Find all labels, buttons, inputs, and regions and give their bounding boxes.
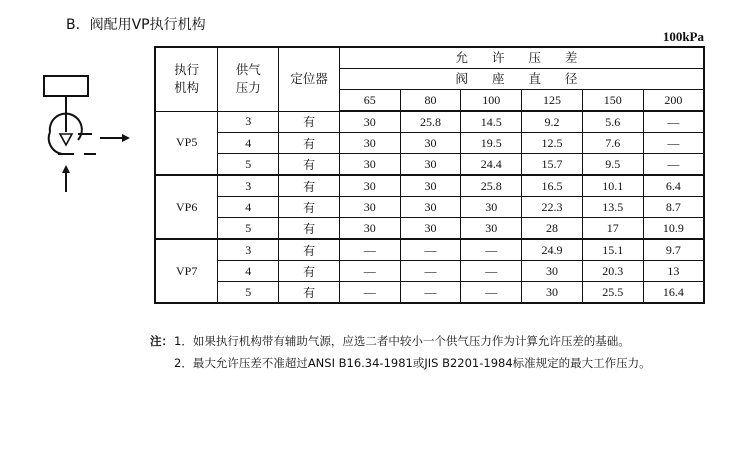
value-cell: 30 bbox=[339, 218, 400, 240]
diameter-80: 80 bbox=[400, 90, 461, 112]
value-cell: 30 bbox=[522, 261, 583, 282]
value-cell: 25.5 bbox=[582, 282, 643, 304]
value-cell: 8.7 bbox=[643, 197, 704, 218]
value-cell: — bbox=[643, 133, 704, 154]
pressure-cell: 4 bbox=[218, 261, 279, 282]
positioner-cell: 有 bbox=[279, 175, 340, 197]
value-cell: — bbox=[400, 261, 461, 282]
table-row bbox=[155, 239, 704, 261]
diameter-200: 200 bbox=[643, 90, 704, 112]
value-cell: 30 bbox=[400, 175, 461, 197]
note-line bbox=[150, 333, 651, 355]
value-cell: 30 bbox=[400, 197, 461, 218]
positioner-cell: 有 bbox=[279, 133, 340, 154]
notes bbox=[150, 333, 651, 377]
diameter-65: 65 bbox=[339, 90, 400, 112]
value-cell: 16.4 bbox=[643, 282, 704, 304]
value-cell: 30 bbox=[339, 175, 400, 197]
table-row bbox=[155, 261, 704, 282]
actuator-cell: VP7 bbox=[155, 239, 218, 303]
value-cell: 30 bbox=[400, 133, 461, 154]
pressure-cell: 3 bbox=[218, 239, 279, 261]
value-cell: 30 bbox=[400, 218, 461, 240]
value-cell: 15.7 bbox=[522, 154, 583, 176]
note-line bbox=[150, 355, 651, 377]
table-row bbox=[155, 218, 704, 240]
value-cell: — bbox=[339, 261, 400, 282]
actuator-cell: VP6 bbox=[155, 175, 218, 239]
value-cell: 25.8 bbox=[400, 111, 461, 133]
pressure-cell: 3 bbox=[218, 175, 279, 197]
value-cell: 30 bbox=[522, 282, 583, 304]
value-cell: 9.2 bbox=[522, 111, 583, 133]
value-cell: 10.1 bbox=[582, 175, 643, 197]
header-actuator: 执行机构 bbox=[155, 47, 218, 111]
pressure-cell: 5 bbox=[218, 282, 279, 304]
header-positioner: 定位器 bbox=[279, 47, 340, 111]
value-cell: 24.4 bbox=[461, 154, 522, 176]
positioner-cell: 有 bbox=[279, 239, 340, 261]
section-heading: B．阀配用VP执行机构 bbox=[66, 17, 206, 33]
table-row bbox=[155, 111, 704, 133]
value-cell: — bbox=[461, 239, 522, 261]
table-row bbox=[155, 133, 704, 154]
diameter-150: 150 bbox=[582, 90, 643, 112]
value-cell: 30 bbox=[461, 197, 522, 218]
value-cell: 16.5 bbox=[522, 175, 583, 197]
value-cell: — bbox=[339, 239, 400, 261]
positioner-cell: 有 bbox=[279, 282, 340, 304]
value-cell: 28 bbox=[522, 218, 583, 240]
value-cell: 25.8 bbox=[461, 175, 522, 197]
value-cell: 6.4 bbox=[643, 175, 704, 197]
value-cell: — bbox=[400, 282, 461, 304]
header-supply-pressure: 供气压力 bbox=[218, 47, 279, 111]
positioner-cell: 有 bbox=[279, 111, 340, 133]
pressure-cell: 5 bbox=[218, 218, 279, 240]
allowable-pressure-table bbox=[154, 46, 705, 304]
value-cell: — bbox=[461, 261, 522, 282]
unit-label: 100kPa bbox=[662, 29, 704, 44]
value-cell: 30 bbox=[339, 111, 400, 133]
table-row bbox=[155, 175, 704, 197]
note-item: 2．最大允许压差不准超过ANSI B16.34-1981或JIS B2201-1984标准规定的最大工作压力。 bbox=[174, 356, 651, 370]
value-cell: — bbox=[643, 154, 704, 176]
diameter-100: 100 bbox=[461, 90, 522, 112]
notes-label: 注： bbox=[150, 334, 173, 348]
header-seat-diameter: 阀 座 直 径 bbox=[339, 69, 704, 90]
value-cell: — bbox=[643, 111, 704, 133]
diameter-125: 125 bbox=[522, 90, 583, 112]
value-cell: — bbox=[461, 282, 522, 304]
value-cell: 15.1 bbox=[582, 239, 643, 261]
header-allowable-dp: 允 许 压 差 bbox=[339, 47, 704, 69]
pressure-cell: 5 bbox=[218, 154, 279, 176]
value-cell: 30 bbox=[461, 218, 522, 240]
value-cell: 30 bbox=[400, 154, 461, 176]
value-cell: — bbox=[339, 282, 400, 304]
pressure-cell: 4 bbox=[218, 133, 279, 154]
value-cell: 13.5 bbox=[582, 197, 643, 218]
value-cell: 19.5 bbox=[461, 133, 522, 154]
value-cell: — bbox=[400, 239, 461, 261]
table-row bbox=[155, 197, 704, 218]
value-cell: 13 bbox=[643, 261, 704, 282]
table-row bbox=[155, 282, 704, 304]
positioner-cell: 有 bbox=[279, 261, 340, 282]
pressure-cell: 4 bbox=[218, 197, 279, 218]
value-cell: 10.9 bbox=[643, 218, 704, 240]
value-cell: 20.3 bbox=[582, 261, 643, 282]
value-cell: 30 bbox=[339, 197, 400, 218]
value-cell: 5.6 bbox=[582, 111, 643, 133]
value-cell: 14.5 bbox=[461, 111, 522, 133]
table-row bbox=[155, 154, 704, 176]
positioner-cell: 有 bbox=[279, 154, 340, 176]
value-cell: 9.7 bbox=[643, 239, 704, 261]
positioner-cell: 有 bbox=[279, 218, 340, 240]
positioner-cell: 有 bbox=[279, 197, 340, 218]
value-cell: 30 bbox=[339, 154, 400, 176]
value-cell: 7.6 bbox=[582, 133, 643, 154]
value-cell: 12.5 bbox=[522, 133, 583, 154]
value-cell: 24.9 bbox=[522, 239, 583, 261]
value-cell: 22.3 bbox=[522, 197, 583, 218]
value-cell: 30 bbox=[339, 133, 400, 154]
valve-actuator-symbol-icon bbox=[38, 70, 138, 195]
value-cell: 9.5 bbox=[582, 154, 643, 176]
value-cell: 17 bbox=[582, 218, 643, 240]
actuator-cell: VP5 bbox=[155, 111, 218, 175]
note-item: 1．如果执行机构带有辅助气源，应选二者中较小一个供气压力作为计算允许压差的基础。 bbox=[174, 334, 630, 348]
pressure-cell: 3 bbox=[218, 111, 279, 133]
